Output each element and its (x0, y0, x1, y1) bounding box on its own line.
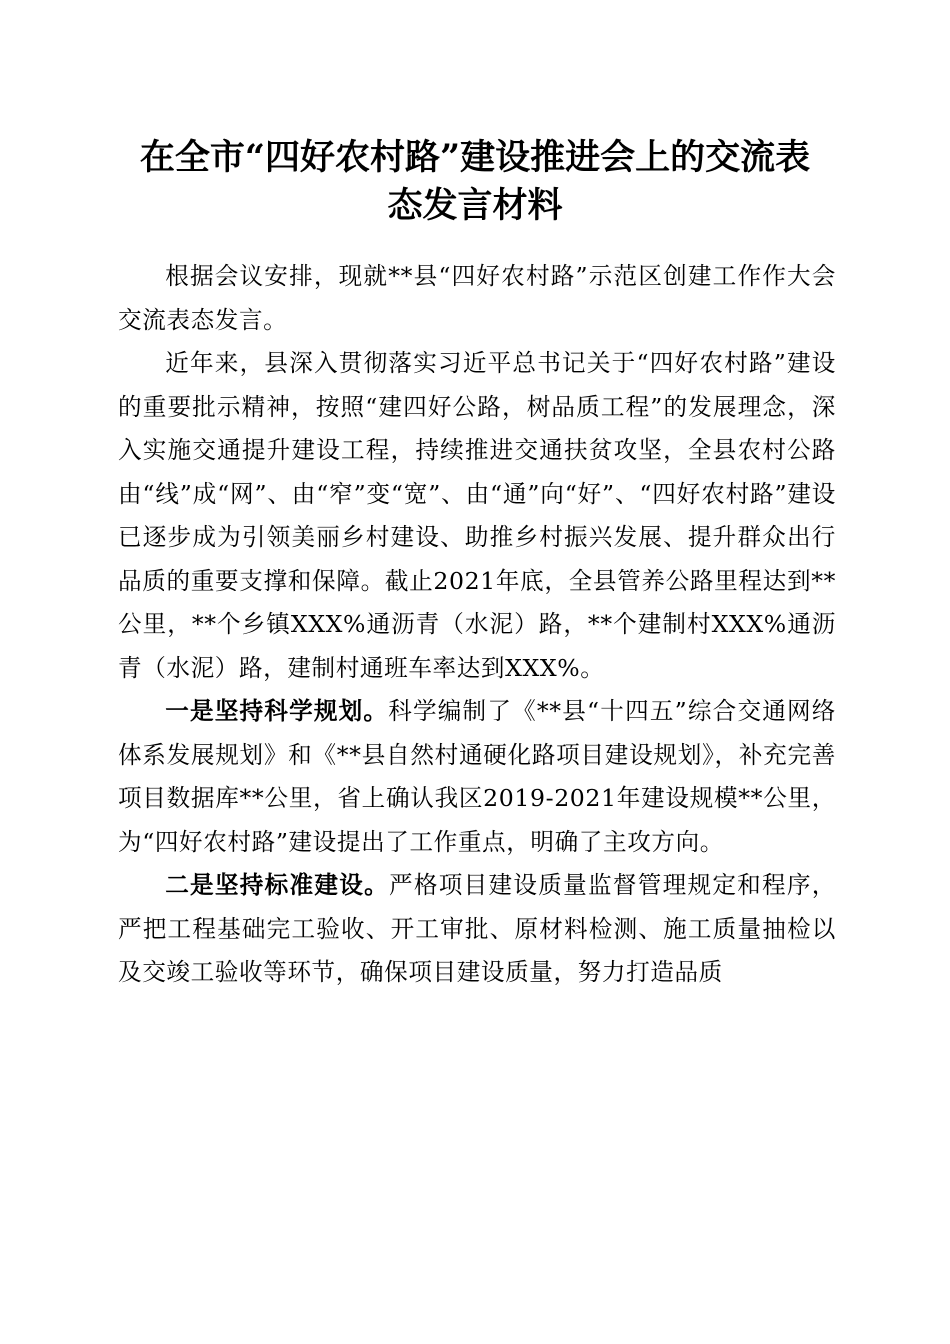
document-title (100, 134, 850, 230)
paragraph-construction (118, 864, 836, 995)
document-body (118, 255, 836, 995)
paragraph-lead: 二是坚持标准建设。 (165, 871, 390, 899)
paragraph-overview (118, 342, 836, 690)
title-line-1: 在全市“四好农村路”建设推进会上的交流表 (139, 137, 811, 178)
paragraph-text: 根据会议安排，现就**县“四好农村路”示范区创建工作作大会交流表态发言。 (118, 262, 836, 334)
paragraph-text: 科学编制了《**县“十四五”综合交通网络体系发展规划》和《**县自然村通硬化路项目建设规划》，补充完善项目数据库**公里，省上确认我区2019-2021年建设规模**公里，为“四好农村路”建设提出了工作重点，明确了主攻方向。 (118, 697, 836, 856)
paragraph-text: 严格项目建设质量监督管理规定和程序，严把工程基础完工验收、开工审批、原材料检测、施工质量抽检以及交竣工验收等环节，确保项目建设质量，努力打造品质 (118, 871, 836, 986)
paragraph-planning (118, 690, 836, 864)
paragraph-lead: 一是坚持科学规划。 (165, 697, 389, 725)
paragraph-intro (118, 255, 836, 342)
paragraph-text: 近年来，县深入贯彻落实习近平总书记关于“四好农村路”建设的重要批示精神，按照“建四好公路，树品质工程”的发展理念，深入实施交通提升建设工程，持续推进交通扶贫攻坚，全县农村公路由“线”成“网”、由“窄”变“宽”、由“通”向“好”、“四好农村路”建设已逐步成为引领美丽乡村建设、助推乡村振兴发展、提升群众出行品质的重要支撑和保障。截止2021年底，全县管养公路里程达到**公里，**个乡镇XXX%通沥青（水泥）路，**个建制村XXX%通沥青（水泥）路，建制村通班车率达到XXX%。 (118, 349, 836, 682)
title-line-2: 态发言材料 (387, 185, 563, 226)
